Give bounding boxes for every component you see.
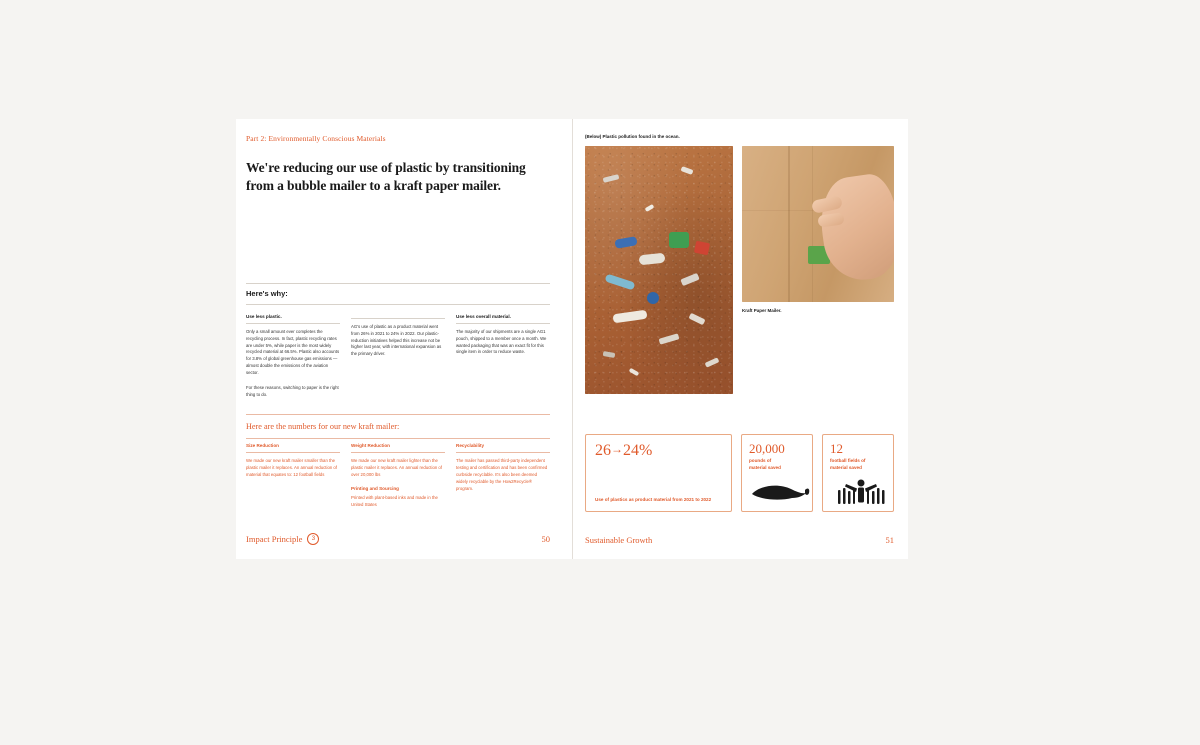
why-column-head bbox=[351, 310, 445, 314]
footer-label: Impact Principle bbox=[246, 534, 303, 544]
ocean-photo-caption: (Below) Plastic pollution found in the ocean. bbox=[585, 134, 680, 139]
kraft-fold-line bbox=[812, 146, 813, 302]
kraft-photo-column bbox=[742, 146, 894, 394]
numbers-column-body: The mailer has passed third-party independent testing and certification and has been confirmed curbside recyclable. It's also been deemed widely recyclable by the How2Recycle® program. bbox=[456, 458, 548, 491]
part-label: Part 2: Environmentally Conscious Materials bbox=[246, 134, 386, 143]
impact-principle-badge: 3 bbox=[307, 533, 319, 545]
why-column-head: Use less overall material. bbox=[456, 313, 511, 319]
ocean-pollution-photo bbox=[585, 146, 733, 394]
why-title: Here's why: bbox=[246, 288, 288, 298]
numbers-column-body: We made our new kraft mailer lighter than the plastic mailer it replaces. An annual reduction of over 20,000 lbs bbox=[351, 458, 443, 477]
why-section bbox=[246, 283, 550, 408]
page-left-footer bbox=[246, 533, 550, 545]
numbers-column-head-2: Printing and Sourcing bbox=[351, 485, 399, 491]
kraft-mailer-photo bbox=[742, 146, 894, 302]
numbers-title: Here are the numbers for our new kraft mailer: bbox=[246, 422, 400, 431]
whale-icon bbox=[750, 479, 810, 505]
numbers-column-head: Size Reduction bbox=[246, 443, 279, 448]
page-right-footer bbox=[585, 535, 894, 545]
why-column-body-2: For these reasons, switching to paper is the right thing to do. bbox=[246, 385, 339, 398]
debris-piece bbox=[647, 292, 659, 304]
section-divider bbox=[246, 283, 550, 284]
numbers-column-head: Recyclability bbox=[456, 443, 485, 448]
numbers-column-body: We made our new kraft mailer smaller than the plastic mailer it replaces. An annual reduction of material that equates to: 12 football fields bbox=[246, 458, 338, 477]
section-divider bbox=[246, 304, 550, 305]
numbers-column bbox=[351, 439, 445, 516]
stat-sub-line-2: material saved bbox=[748, 465, 781, 471]
stat-value-to: 24% bbox=[623, 442, 653, 459]
why-column-body: The majority of our shipments are a single AG1 pouch, shipped to a member once a month. We wanted packaging that was an exact fit for this single item in order to reduce waste. bbox=[456, 328, 547, 355]
footer-label-group bbox=[246, 533, 319, 545]
photo-group bbox=[585, 146, 894, 394]
stat-value-from: 26 bbox=[595, 442, 611, 459]
numbers-column bbox=[456, 439, 550, 516]
section-divider bbox=[246, 414, 550, 415]
stat-value-group bbox=[595, 443, 722, 459]
stat-arrow-icon: → bbox=[611, 442, 623, 456]
stat-sub-line-2: material saved bbox=[829, 465, 862, 471]
debris-piece bbox=[694, 240, 710, 255]
why-columns bbox=[246, 310, 550, 408]
numbers-column-body-2: Printed with plant-based inks and made in the United States bbox=[351, 494, 438, 507]
kraft-photo-caption: Kraft Paper Mailer. bbox=[742, 307, 782, 313]
stat-cards bbox=[585, 434, 894, 512]
why-column-body: Only a small amount ever completes the recycling process. In fact, plastic recycling rates are under 5%, while paper is the most widely recycled material at 66.5%. Plastic also accounts for 3.8% of global greenhouse gas emissions —almost double the emissions of the aviation sector. bbox=[246, 328, 340, 376]
page-number: 51 bbox=[885, 535, 894, 545]
stat-card-plastics-use bbox=[585, 434, 732, 512]
numbers-section bbox=[246, 414, 550, 516]
footer-label: Sustainable Growth bbox=[585, 535, 653, 545]
stat-value: 12 bbox=[829, 441, 843, 456]
why-column-body: AG's use of plastic as a product material went from 26% in 2021 to 24% in 2022. Our plastic-reduction initiatives helped this increase not be higher last year, with international expansion as the primary driver. bbox=[351, 323, 442, 357]
stat-caption: Use of plastics as product material from 2021 to 2022 bbox=[595, 496, 712, 502]
why-column-head: Use less plastic. bbox=[246, 313, 282, 319]
page-number: 50 bbox=[541, 534, 550, 544]
stat-sub-line-1: football fields of bbox=[829, 458, 866, 463]
page-right bbox=[572, 119, 908, 559]
page-headline: We're reducing our use of plastic by transitioning from a bubble mailer to a kraft paper mailer. bbox=[246, 160, 526, 193]
debris-piece bbox=[669, 232, 689, 248]
stat-card-football-fields bbox=[822, 434, 894, 512]
stat-value: 20,000 bbox=[748, 441, 785, 456]
document-spread bbox=[236, 119, 908, 559]
why-column bbox=[246, 310, 340, 408]
stat-card-pounds-saved bbox=[741, 434, 813, 512]
people-icon bbox=[831, 477, 891, 507]
numbers-column bbox=[246, 439, 340, 516]
numbers-column-head: Weight Reduction bbox=[351, 443, 390, 448]
page-left bbox=[236, 119, 572, 559]
stat-sub-line-1: pounds of bbox=[748, 458, 772, 463]
kraft-fold-line bbox=[788, 146, 790, 302]
why-column bbox=[456, 310, 550, 408]
numbers-columns bbox=[246, 439, 550, 516]
why-column bbox=[351, 310, 445, 408]
